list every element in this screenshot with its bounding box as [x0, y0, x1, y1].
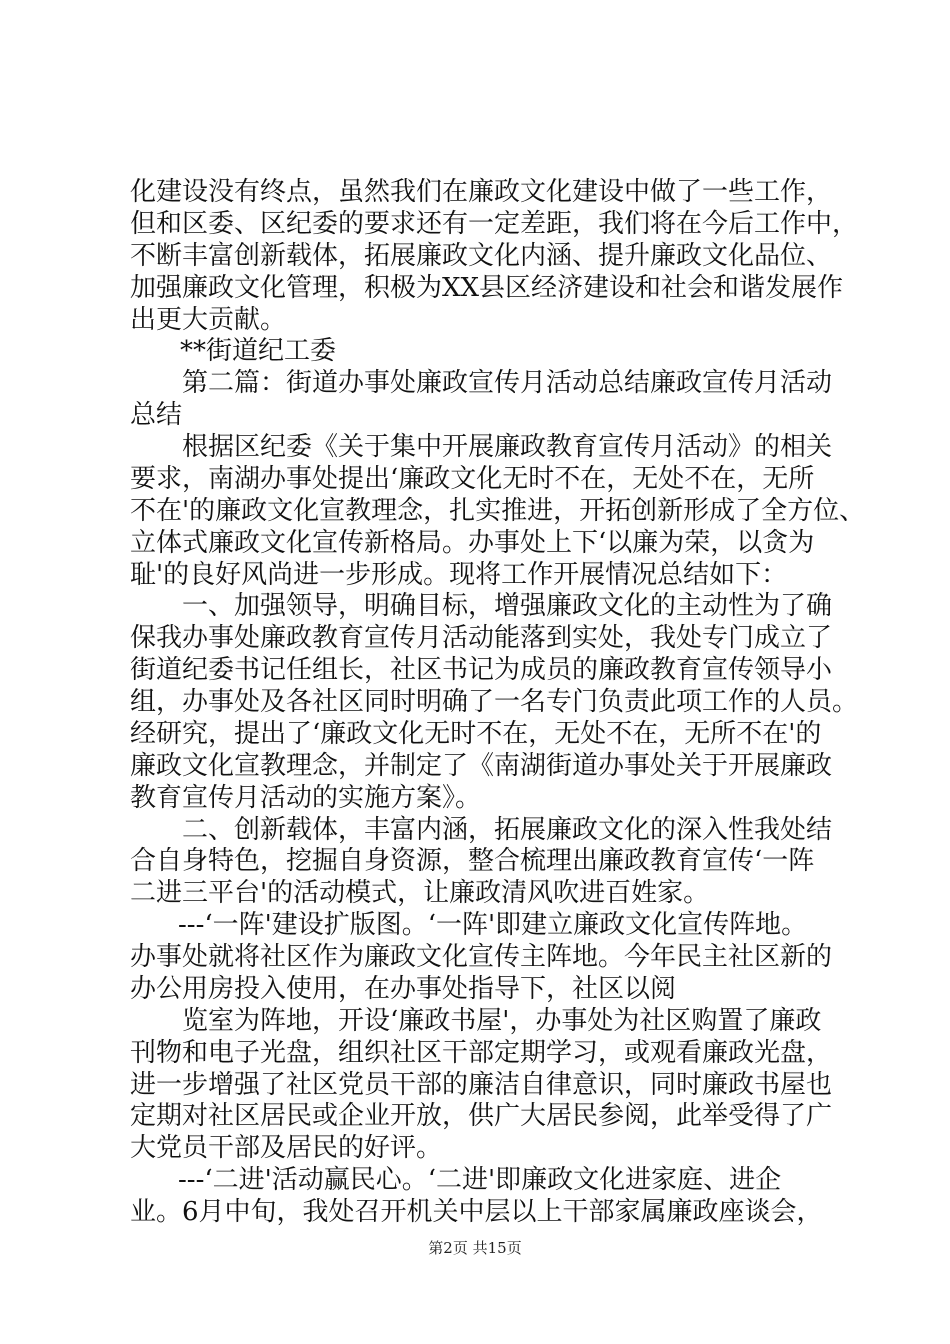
text-line: 业。6月中旬，我处召开机关中层以上干部家属廉政座谈会， — [130, 1197, 823, 1227]
text-line: 一、加强领导，明确目标，增强廉政文化的主动性为了确 — [182, 591, 833, 621]
text-line: 但和区委、区纪委的要求还有一定差距，我们将在今后工作中， — [130, 209, 859, 239]
text-line: 二、创新载体，丰富内涵，拓展廉政文化的深入性我处结 — [182, 815, 833, 845]
signature-line: **街道纪工委 — [180, 336, 337, 366]
text-line: 出更大贡献。 — [130, 305, 287, 335]
text-line: 办公用房投入使用，在办事处指导下，社区以阅 — [130, 974, 677, 1004]
text-line: 定期对社区居民或企业开放，供广大居民参阅，此举受得了广 — [130, 1101, 833, 1131]
text-line: 立体式廉政文化宣传新格局。办事处上下‘以廉为荣，以贪为 — [130, 528, 815, 558]
text-line: ---‘一阵'建设扩版图。‘一阵'即建立廉政文化宣传阵地。 — [178, 910, 808, 940]
text-line: 办事处就将社区作为廉政文化宣传主阵地。今年民主社区新的 — [130, 942, 833, 972]
text-line: 廉政文化宣教理念，并制定了《南湖街道办事处关于开展廉政 — [130, 751, 833, 781]
text-line: 耻'的良好风尚进一步形成。现将工作开展情况总结如下： — [130, 560, 788, 590]
text-line: 组，办事处及各社区同时明确了一名专门负责此项工作的人员。 — [130, 687, 859, 717]
text-line: 经研究，提出了‘廉政文化无时不在，无处不在，无所不在'的 — [130, 719, 822, 749]
page-number: 第2页 共15页 — [428, 1239, 522, 1257]
text-line: 二进三平台'的活动模式，让廉政清风吹进百姓家。 — [130, 878, 710, 908]
text-line: 览室为阵地，开设‘廉政书屋'，办事处为社区购置了廉政 — [182, 1006, 822, 1036]
text-line: 进一步增强了社区党员干部的廉洁自律意识，同时廉政书屋也 — [130, 1070, 833, 1100]
text-line: 不断丰富创新载体，拓展廉政文化内涵、提升廉政文化品位、 — [130, 241, 833, 271]
text-line: 化建设没有终点，虽然我们在廉政文化建设中做了一些工作， — [130, 177, 833, 207]
text-line: 要求，南湖办事处提出‘廉政文化无时不在，无处不在，无所 — [130, 464, 815, 494]
text-line: 加强廉政文化管理，积极为XX县区经济建设和社会和谐发展作 — [130, 273, 844, 303]
text-line: 保我办事处廉政教育宣传月活动能落到实处，我处专门成立了 — [130, 623, 833, 653]
text-line: 教育宣传月活动的实施方案》。 — [130, 783, 482, 813]
text-line: 刊物和电子光盘，组织社区干部定期学习，或观看廉政光盘， — [130, 1038, 833, 1068]
text-line: ---‘二进'活动赢民心。‘二进'即廉政文化进家庭、进企 — [178, 1165, 782, 1195]
text-line: 大党员干部及居民的好评。 — [130, 1133, 443, 1163]
text-line: 不在'的廉政文化宣教理念，扎实推进，开拓创新形成了全方位、 — [130, 496, 866, 526]
text-line: 根据区纪委《关于集中开展廉政教育宣传月活动》的相关 — [182, 432, 833, 462]
section-heading: 第二篇：街道办事处廉政宣传月活动总结廉政宣传月活动 — [182, 368, 833, 398]
text-line: 合自身特色，挖掘自身资源，整合梳理出廉政教育宣传‘一阵 — [130, 846, 815, 876]
section-heading-cont: 总结 — [130, 400, 183, 430]
text-line: 街道纪委书记任组长，社区书记为成员的廉政教育宣传领导小 — [130, 655, 833, 685]
